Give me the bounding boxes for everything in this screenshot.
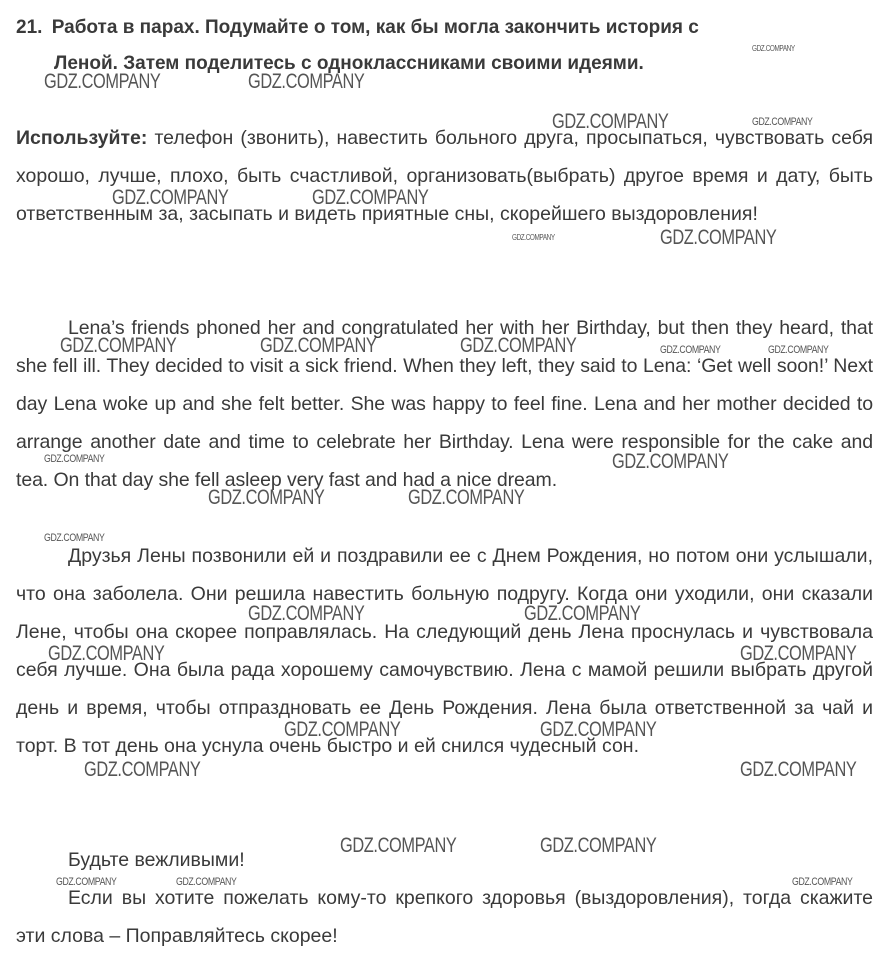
russian-translation-text: Друзья Лены позвонили ей и поздравили ее с Днем Рождения, но потом они услышали, что она заболела. Они решила навестить больную подругу. Когда они уходили, они сказали Лене, чтобы она скорее поправлялась. На следующий день Лена проснулась и чувствовала себя лучше. Она была рада хорошему самочувствию. Лена с мамой решили выбрать другой день и время, чтобы отпраздновать ее День Рождения. Лена была ответственной за чай и торт. В тот день она уснула очень быстро и ей снился чудесный сон.: [16, 545, 873, 757]
task-number: 21.: [16, 17, 43, 38]
watermark: GDZ.COMPANY: [740, 758, 857, 781]
watermark: GDZ.COMPANY: [60, 334, 177, 357]
watermark: GDZ.COMPANY: [660, 226, 777, 249]
watermark: GDZ.COMPANY: [524, 602, 641, 625]
watermark: GDZ.COMPANY: [176, 876, 237, 888]
watermark: GDZ.COMPANY: [112, 186, 229, 209]
watermark: GDZ.COMPANY: [260, 334, 377, 357]
watermark: GDZ.COMPANY: [208, 486, 325, 509]
watermark: GDZ.COMPANY: [312, 186, 429, 209]
watermark: GDZ.COMPANY: [44, 532, 105, 544]
watermark: GDZ.COMPANY: [248, 70, 365, 93]
vocabulary-hint-text: телефон (звонить), навестить больного друга, просыпаться, чувствовать себя хорошо, лучше, плохо, быть счастливой, организовать(выбрать) другое время и дату, быть ответственным за, засыпать и видеть приятные сны, скорейшего выздоровления!: [16, 127, 874, 225]
watermark: GDZ.COMPANY: [248, 602, 365, 625]
watermark: GDZ.COMPANY: [460, 334, 577, 357]
watermark: GDZ.COMPANY: [660, 344, 721, 356]
watermark: GDZ.COMPANY: [612, 450, 729, 473]
task-title-line-1: Работа в парах. Подумайте о том, как бы могла закончить история с: [51, 17, 699, 38]
watermark: GDZ.COMPANY: [408, 486, 525, 509]
watermark: GDZ.COMPANY: [768, 344, 829, 356]
watermark: GDZ.COMPANY: [44, 453, 105, 465]
watermark: GDZ.COMPANY: [56, 876, 117, 888]
watermark: GDZ.COMPANY: [284, 718, 401, 741]
vocabulary-hint-lead: Используйте:: [16, 127, 148, 149]
task-title-line-2: Леной. Затем поделитесь с одноклассниками своими идеями.: [54, 53, 644, 74]
watermark: GDZ.COMPANY: [44, 70, 161, 93]
english-story-text: Lena’s friends phoned her and congratulated her with her Birthday, but then they heard, that she fell ill. They decided to visit a sick friend. When they left, they said to Lena: ‘Get well soon!’ Next day Lena woke up and she felt better. She was happy to feel fine. Lena and her mother decided to arrange another date and time to celebrate her Birthday. Lena were responsible for the cake and tea. On that day she fell asleep very fast and had a nice dream.: [16, 317, 873, 491]
polite-heading: Будьте вежливыми!: [68, 849, 245, 871]
vocabulary-hint-paragraph: [16, 119, 873, 233]
watermark: GDZ.COMPANY: [48, 642, 165, 665]
watermark: GDZ.COMPANY: [340, 834, 457, 857]
watermark: GDZ.COMPANY: [540, 718, 657, 741]
polite-paragraph: [16, 879, 873, 955]
watermark: GDZ.COMPANY: [740, 642, 857, 665]
watermark: GDZ.COMPANY: [792, 876, 853, 888]
polite-text: Если вы хотите пожелать кому-то крепкого здоровья (выздоровления), тогда скажите эти слова – Поправляйтесь скорее!: [16, 887, 873, 947]
watermark: GDZ.COMPANY: [752, 116, 813, 128]
watermark: GDZ.COMPANY: [540, 834, 657, 857]
watermark: GDZ.COMPANY: [512, 233, 555, 242]
watermark: GDZ.COMPANY: [552, 110, 669, 133]
watermark: GDZ.COMPANY: [752, 44, 795, 53]
watermark: GDZ.COMPANY: [84, 758, 201, 781]
